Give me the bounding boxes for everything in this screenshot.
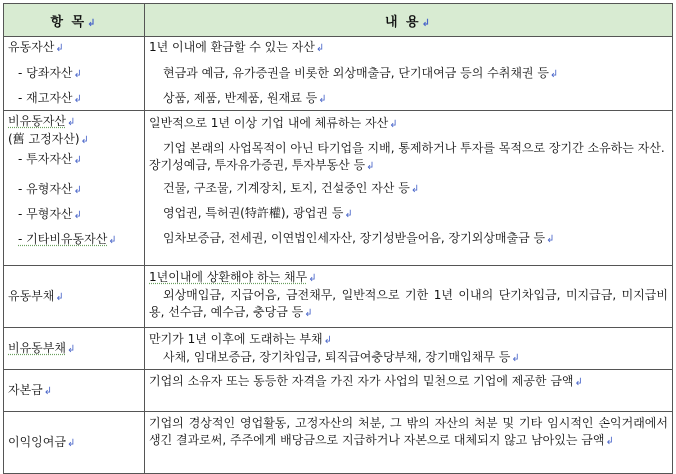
table-row xyxy=(4,111,673,266)
content-text: 만기가 1년 이후에 도래하는 부채↲ xyxy=(149,332,332,346)
content-text: 상품, 제품, 반제품, 원재료 등↲ xyxy=(163,91,327,105)
content-text: 1년이내에 상환해야 하는 채무↲ xyxy=(149,270,317,284)
item-cell xyxy=(4,412,145,474)
content-text: 기업의 경상적인 영업활동, 고정자산의 처분, 그 밖의 자산의 처분 및 기타 임시적인 손익거래에서 생긴 결과로써, 주주에게 배당금으로 지급하거나 자본으로 대체되지 않고 남아있는 금액↲ xyxy=(149,416,668,447)
content-cell xyxy=(145,37,673,111)
content-text: 외상매입금, 지급어음, 금전채무, 일반적으로 기한 1년 이내의 단기차입금, 미지급금, 미지급비용, 선수금, 예수금, 충당금 등↲ xyxy=(149,288,668,319)
header-content-label: 내 용 xyxy=(384,14,421,30)
content-text: 기업 본래의 사업목적이 아닌 타기업을 지배, 통제하거나 투자를 목적으로 장기간 소유하는 자산. 장기성예금, 투자유가증권, 투자부동산 등↲ xyxy=(149,141,665,172)
item-label: 유동자산↲ xyxy=(8,40,64,54)
item-cell xyxy=(4,370,145,412)
item-label: 비유동자산↲ xyxy=(8,114,76,128)
item-label: - 투자자산↲ xyxy=(18,152,82,166)
header-row xyxy=(4,4,673,37)
table-row xyxy=(4,328,673,370)
item-label: (舊 고정자산)↲ xyxy=(8,132,89,146)
table-row xyxy=(4,412,673,474)
item-label: - 유형자산↲ xyxy=(18,182,82,196)
content-cell xyxy=(145,412,673,474)
content-text: 기업의 소유자 또는 동등한 자격을 가진 자가 사업의 밑천으로 기업에 제공한 금액↲ xyxy=(149,374,583,388)
item-label: - 무형자산↲ xyxy=(18,207,82,221)
accounting-terms-table xyxy=(3,3,673,474)
item-cell xyxy=(4,111,145,266)
item-cell xyxy=(4,266,145,328)
content-text: 영업권, 특허권(特許權), 광업권 등↲ xyxy=(163,206,353,220)
header-item-cell xyxy=(4,4,145,37)
item-label: - 기타비유동자산↲ xyxy=(18,232,117,246)
content-cell xyxy=(145,370,673,412)
content-cell xyxy=(145,328,673,370)
table-row xyxy=(4,266,673,328)
return-mark: ↲ xyxy=(421,17,433,29)
table-row xyxy=(4,37,673,111)
content-text: 일반적으로 1년 이상 기업 내에 체류하는 자산↲ xyxy=(149,116,398,130)
content-text: 임차보증금, 전세권, 이연법인세자산, 장기성받을어음, 장기외상매출금 등↲ xyxy=(163,231,555,245)
content-text: 사채, 임대보증금, 장기차입금, 퇴직급여충당부채, 장기매입채무 등↲ xyxy=(163,350,520,364)
content-text: 1년 이내에 환금할 수 있는 자산↲ xyxy=(149,40,325,54)
return-mark: ↲ xyxy=(87,17,98,29)
item-label: 자본금↲ xyxy=(8,382,53,397)
item-label: - 재고자산↲ xyxy=(18,91,82,105)
content-cell xyxy=(145,266,673,328)
header-item-label: 항 목 xyxy=(50,14,87,30)
item-label: - 당좌자산↲ xyxy=(18,66,82,80)
content-text: 건물, 구조물, 기계장치, 토지, 건설중인 자산 등↲ xyxy=(163,181,420,195)
item-cell xyxy=(4,328,145,370)
item-label: 유동부채↲ xyxy=(8,288,64,303)
item-cell xyxy=(4,37,145,111)
content-cell xyxy=(145,111,673,266)
content-text: 현금과 예금, 유가증권을 비롯한 외상매출금, 단기대여금 등의 수취채권 등↲ xyxy=(163,66,559,80)
header-content-cell xyxy=(145,4,673,37)
item-label: 이익잉여금↲ xyxy=(8,434,76,449)
table-row xyxy=(4,370,673,412)
item-label: 비유동부채↲ xyxy=(8,340,76,355)
